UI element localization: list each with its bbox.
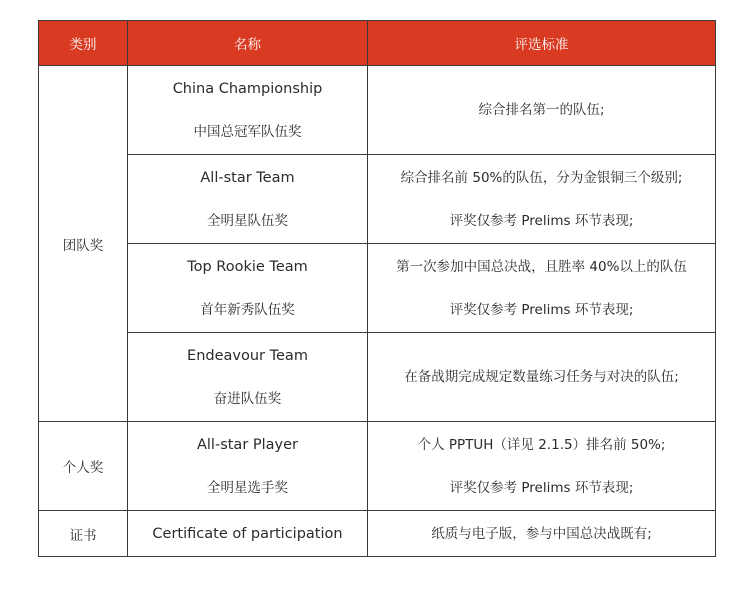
criteria-line: 综合排名前 50%的队伍，分为金银铜三个级别;: [400, 169, 683, 186]
award-name-cell: [128, 511, 368, 557]
award-name-cn: 全明星队伍奖: [207, 212, 288, 229]
header-criteria: 评选标准: [368, 21, 716, 66]
criteria-line: 在备战期完成规定数量练习任务与对决的队伍;: [404, 369, 679, 385]
criteria-cell: [368, 422, 716, 511]
award-name-cn: 全明星选手奖: [207, 479, 288, 496]
criteria-cell: [368, 333, 716, 422]
header-name: 名称: [128, 21, 368, 66]
table-row: [39, 333, 716, 422]
award-name-en: All-star Team: [200, 169, 295, 186]
criteria-line: 个人 PPTUH（详见 2.1.5）排名前 50%;: [417, 436, 666, 453]
criteria-line: 评奖仅参考 Prelims 环节表现;: [449, 301, 634, 318]
criteria-line: 综合排名第一的队伍;: [478, 102, 605, 118]
award-name-cell: [128, 66, 368, 155]
criteria-cell: [368, 511, 716, 557]
category-team: 团队奖: [39, 66, 128, 422]
award-name-cn: 奋进队伍奖: [213, 390, 282, 407]
table-header-row: [39, 21, 716, 66]
category-certificate: 证书: [39, 511, 128, 557]
criteria-line: 评奖仅参考 Prelims 环节表现;: [449, 212, 634, 229]
category-individual: 个人奖: [39, 422, 128, 511]
table-row: [39, 511, 716, 557]
criteria-line: 纸质与电子版，参与中国总决战既有;: [431, 525, 652, 542]
award-name-en: All-star Player: [196, 436, 299, 453]
criteria-cell: [368, 66, 716, 155]
award-table: [38, 20, 716, 557]
table-row: [39, 422, 716, 511]
award-name-en: Top Rookie Team: [187, 258, 308, 275]
header-category: 类别: [39, 21, 128, 66]
award-name-en: Endeavour Team: [187, 347, 308, 364]
award-name-cell: [128, 333, 368, 422]
award-name-cell: [128, 422, 368, 511]
table-row: [39, 66, 716, 155]
award-name-en: China Championship: [172, 80, 323, 97]
award-name-cn: 中国总冠军队伍奖: [193, 123, 302, 140]
criteria-cell: [368, 155, 716, 244]
criteria-cell: [368, 244, 716, 333]
table-row: [39, 155, 716, 244]
award-name-en: Certificate of participation: [152, 525, 343, 542]
award-name-cell: [128, 244, 368, 333]
award-name-cell: [128, 155, 368, 244]
table-row: [39, 244, 716, 333]
award-name-cn: 首年新秀队伍奖: [200, 301, 295, 318]
criteria-line: 评奖仅参考 Prelims 环节表现;: [449, 479, 634, 496]
criteria-line: 第一次参加中国总决战，且胜率 40%以上的队伍: [396, 258, 687, 275]
